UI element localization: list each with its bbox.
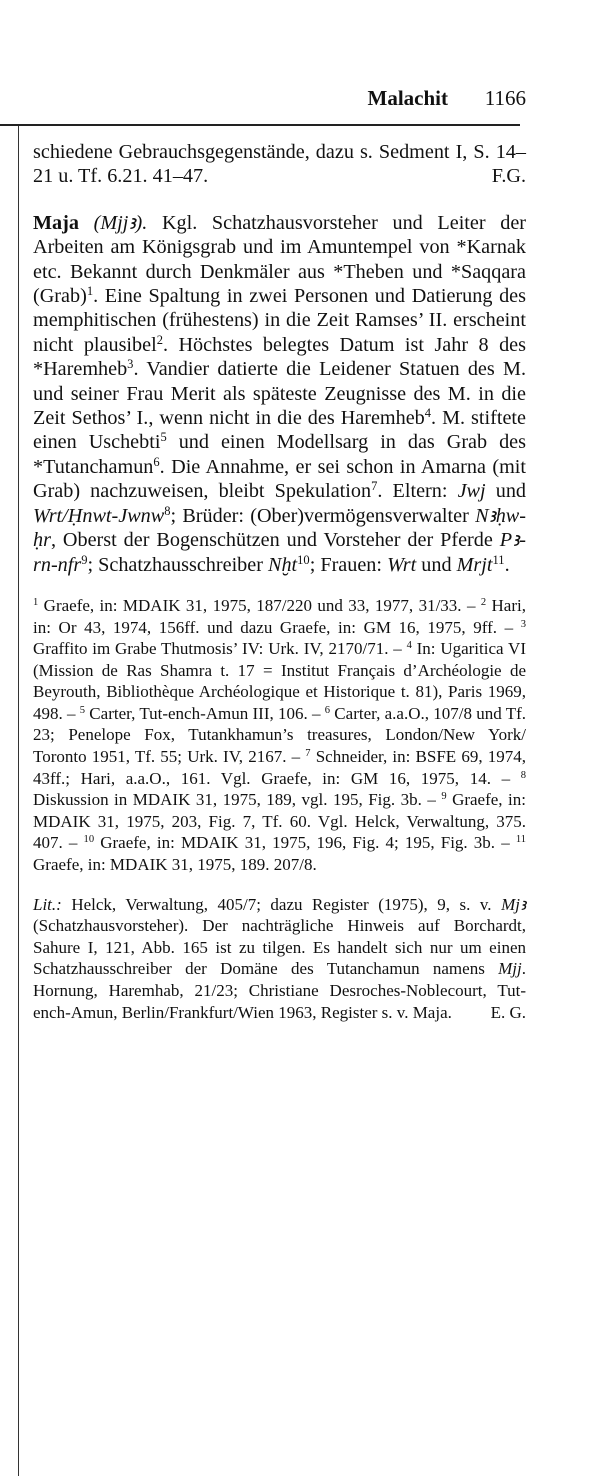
footnote-ref: 10 [297,552,310,567]
name-transliteration: Nꜣḥw-ḥr [33,504,526,552]
literature: Lit.: Helck, Verwaltung, 405/7; dazu Register (1975), 9, s. v. Mjꜣ (Schatzhausvorsteher). Der nachträgliche Hinweis auf Borchardt, Sahure I, 121, Abb. 165 ist zu tilgen. Es handelt sich nur um einen Schatzhausschreiber der Domäne des Tutanchamun namens Mjj. Hornung, Haremhab, 21/23; Christiane Desroches-Noblecourt, Tut-ench-Amun, Berlin/Frankfurt/Wien 1963, Register s. v. Maja. E. G. [33,894,526,1022]
name-transliteration: Jwj [457,480,486,503]
footnote-ref: 11 [492,552,505,567]
name-transliteration: Pꜣ-rn-nfr [33,529,526,576]
running-header [0,86,528,126]
entry-author: E. G. [490,1002,526,1022]
name-transliteration: Nḫt [268,553,298,576]
footnote-number: 2 [480,597,487,609]
entry-maja: Maja (Mjjꜣ). Kgl. Schatzhausvorsteher und Leiter der Arbeiten am Königsgrab und im Amuntempel von *Karnak etc. Bekannt durch Denkmäler aus *Theben und *Saqqara (Grab)$^1$. Eine Spaltung in zwei Personen und Datierung des memphitischen (frühestens) in die Zeit Ramses’ II. erscheint nicht plausibel$^2$. Höchstes belegtes Datum ist Jahr 8 des *Haremheb$^3$. Vandier datierte die Leidener Statuen des M. und seiner Frau Merit als späteste Zeugnisse des M. in die Zeit Sethos’ I., wenn nicht in die des Haremheb$^4$. M. stiftete einen Uschebti$^5$ und einen Modellsarg in das Grab des *Tutanchamun$^6$. Die Annahme, er sei schon in Amarna (mit Grab) nachzuweisen, bleibt Spekulation$^7$. Eltern: Jwj und Wrt/Ḥnwt-Jwnw$^8$; Brüder: (Ober)vermögensverwalter Nꜣḥw-ḥr, Oberst der Bogenschützen und Vorsteher der Pferde Pꜣ-rn-nfr$^9$; Schatzhausschreiber Nḫt$^{10}$; Frauen: Wrt und Mrjt$^{11}$. [33,211,527,576]
running-title: Malachit [367,86,448,110]
footnote-ref: 2 [156,332,163,347]
name-transliteration: Wrt/Ḥnwt-Jwnw [33,504,165,527]
footnote-number: 10 [83,834,95,846]
previous-entry-text: schiedene Gebrauchsgegenstände, dazu s. Sedment I, S. 14–21 u. Tf. 6.21. 41–47. [33,141,526,188]
footnote-ref: 3 [127,357,134,372]
footnote-ref: 5 [160,430,167,445]
name-transliteration: Mrjt [456,553,493,576]
footnote-number: 11 [515,834,526,846]
footnote-number: 4 [406,640,412,652]
footnote-ref: 1 [86,284,94,299]
name-transliteration: Mjj [498,959,522,979]
headword-transliteration: (Mjjꜣ). [93,211,148,234]
footnote-number: 1 [33,597,39,609]
literature-label: Lit.: [33,894,62,914]
footnote-number: 7 [305,748,311,760]
column-rule [18,126,19,1476]
name-transliteration: Wrt [387,553,417,576]
footnote-number: 3 [520,618,526,630]
footnote-ref: 6 [153,455,160,469]
footnote-number: 6 [324,705,331,717]
footnote-number: 9 [441,791,447,803]
header-rule [0,124,520,126]
footnotes: $^1$ Graefe, in: MDAIK 31, 1975, 187/220 und 33, 1977, 31/33. – $^2$ Hari, in: Or 43, 1974, 156ff. und dazu Graefe, in: GM 16, 1975, 9ff. – $^3$ Graffito im Grabe Thutmosis’ IV: Urk. IV, 2170/71. – $^4$ In: Ugaritica VI (Mission de Ras Shamra t. 17 = Institut Français d’Archéologie de Beyrouth, Bibliothèque Archéologique et Historique t. 81), Paris 1969, 498. – $^5$ Carter, Tut-ench-Amun III, 106. – $^6$ Carter, a.a.O., 107/8 und Tf. 23; Penelope Fox, Tutankhamun’s treasures, London/New York/ Toronto 1951, Tf. 55; Urk. IV, 2167. – $^7$ Schneider, in: BSFE 69, 1974, 43ff.; Hari, a.a.O., 161. Vgl. Graefe, in: GM 16, 1975, 14. – $^8$ Diskussion in MDAIK 31, 1975, 189, vgl. 195, Fig. 3b. – $^9$ Graefe, in: MDAIK 31, 1975, 203, Fig. 7, Tf. 60. Vgl. Helck, Verwaltung, 375. 407. – $^{10}$ Graefe, in: MDAIK 31, 1975, 196, Fig. 4; 195, Fig. 3b. – $^{11}$ Graefe, in: MDAIK 31, 1975, 189. 207/8. [33,595,527,875]
previous-entry-end [33,140,526,189]
headword: Maja [33,211,79,234]
footnote-number: 8 [520,769,526,781]
name-transliteration: Mjꜣ [501,894,526,914]
page-number: 1166 [484,86,526,110]
footnote-number: 5 [79,705,86,717]
footnote-ref: 7 [371,479,378,494]
footnote-ref: 4 [424,406,432,421]
footnote-ref: 8 [164,503,171,518]
text-column [33,140,526,1023]
footnote-ref: 9 [81,552,88,567]
previous-entry-author: F.G. [491,165,526,188]
